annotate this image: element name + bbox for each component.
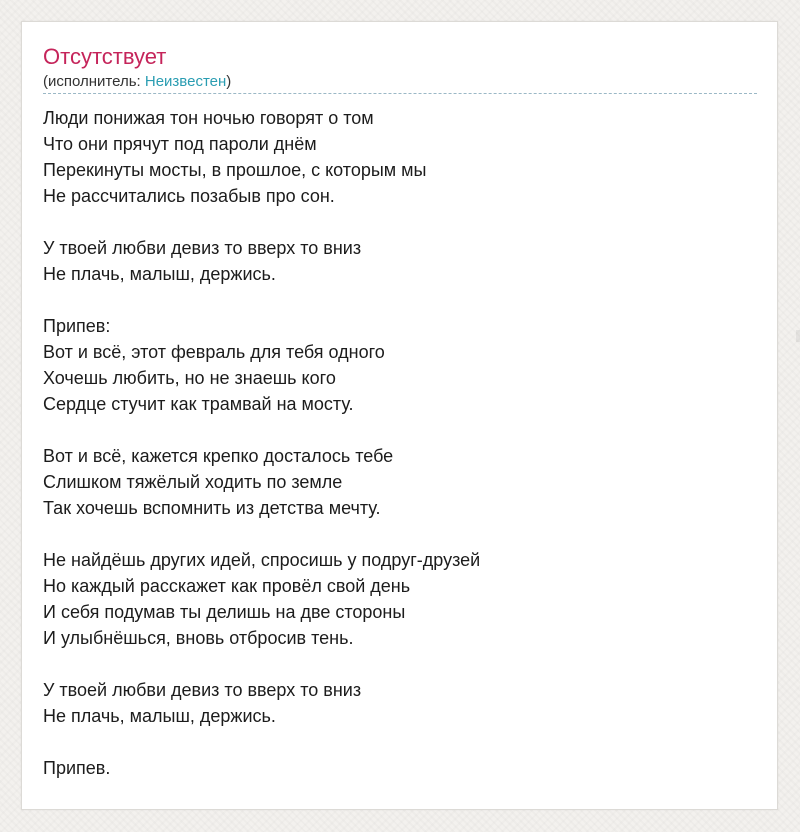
lyric-line: Вот и всё, кажется крепко досталось тебе: [43, 446, 394, 466]
artist-suffix: ): [226, 73, 232, 90]
lyric-line: У твоей любви девиз то вверх то вниз: [43, 680, 362, 700]
lyric-line: Но каждый расскажет как провёл свой день: [43, 576, 411, 596]
scrollbar-hint: [796, 330, 800, 342]
lyric-line: Так хочешь вспомнить из детства мечту.: [43, 498, 381, 518]
artist-prefix: (исполнитель:: [43, 73, 145, 90]
lyric-line: Не рассчитались позабыв про сон.: [43, 186, 335, 206]
lyric-line: Не плачь, малыш, держись.: [43, 706, 276, 726]
lyrics-text: [43, 105, 757, 781]
stanza-break: [43, 651, 757, 677]
stanza-break: [43, 729, 757, 755]
lyric-line: И улыбнёшься, вновь отбросив тень.: [43, 628, 354, 648]
lyric-line: Люди понижая тон ночью говорят о том: [43, 108, 374, 128]
stanza-break: [43, 209, 757, 235]
lyric-line: Слишком тяжёлый ходить по земле: [43, 472, 343, 492]
artist-line: [43, 73, 757, 94]
lyric-line: У твоей любви девиз то вверх то вниз: [43, 238, 362, 258]
stanza-break: [43, 521, 757, 547]
lyric-line: Сердце стучит как трамвай на мосту.: [43, 394, 354, 414]
lyric-line: Не плачь, малыш, держись.: [43, 264, 276, 284]
lyrics-card: [21, 21, 778, 810]
lyric-line: Припев.: [43, 758, 111, 778]
lyric-line: И себя подумав ты делишь на две стороны: [43, 602, 406, 622]
stanza-break: [43, 417, 757, 443]
lyric-line: Не найдёшь других идей, спросишь у подруг-друзей: [43, 550, 481, 570]
lyric-line: Вот и всё, этот февраль для тебя одного: [43, 342, 385, 362]
lyric-line: Перекинуты мосты, в прошлое, с которым мы: [43, 160, 427, 180]
stanza-break: [43, 287, 757, 313]
song-title: Отсутствует: [43, 44, 167, 69]
lyric-line: Припев:: [43, 316, 111, 336]
artist-link[interactable]: Неизвестен: [144, 73, 227, 90]
lyric-line: Что они прячут под пароли днём: [43, 134, 317, 154]
lyric-line: Хочешь любить, но не знаешь кого: [43, 368, 336, 388]
